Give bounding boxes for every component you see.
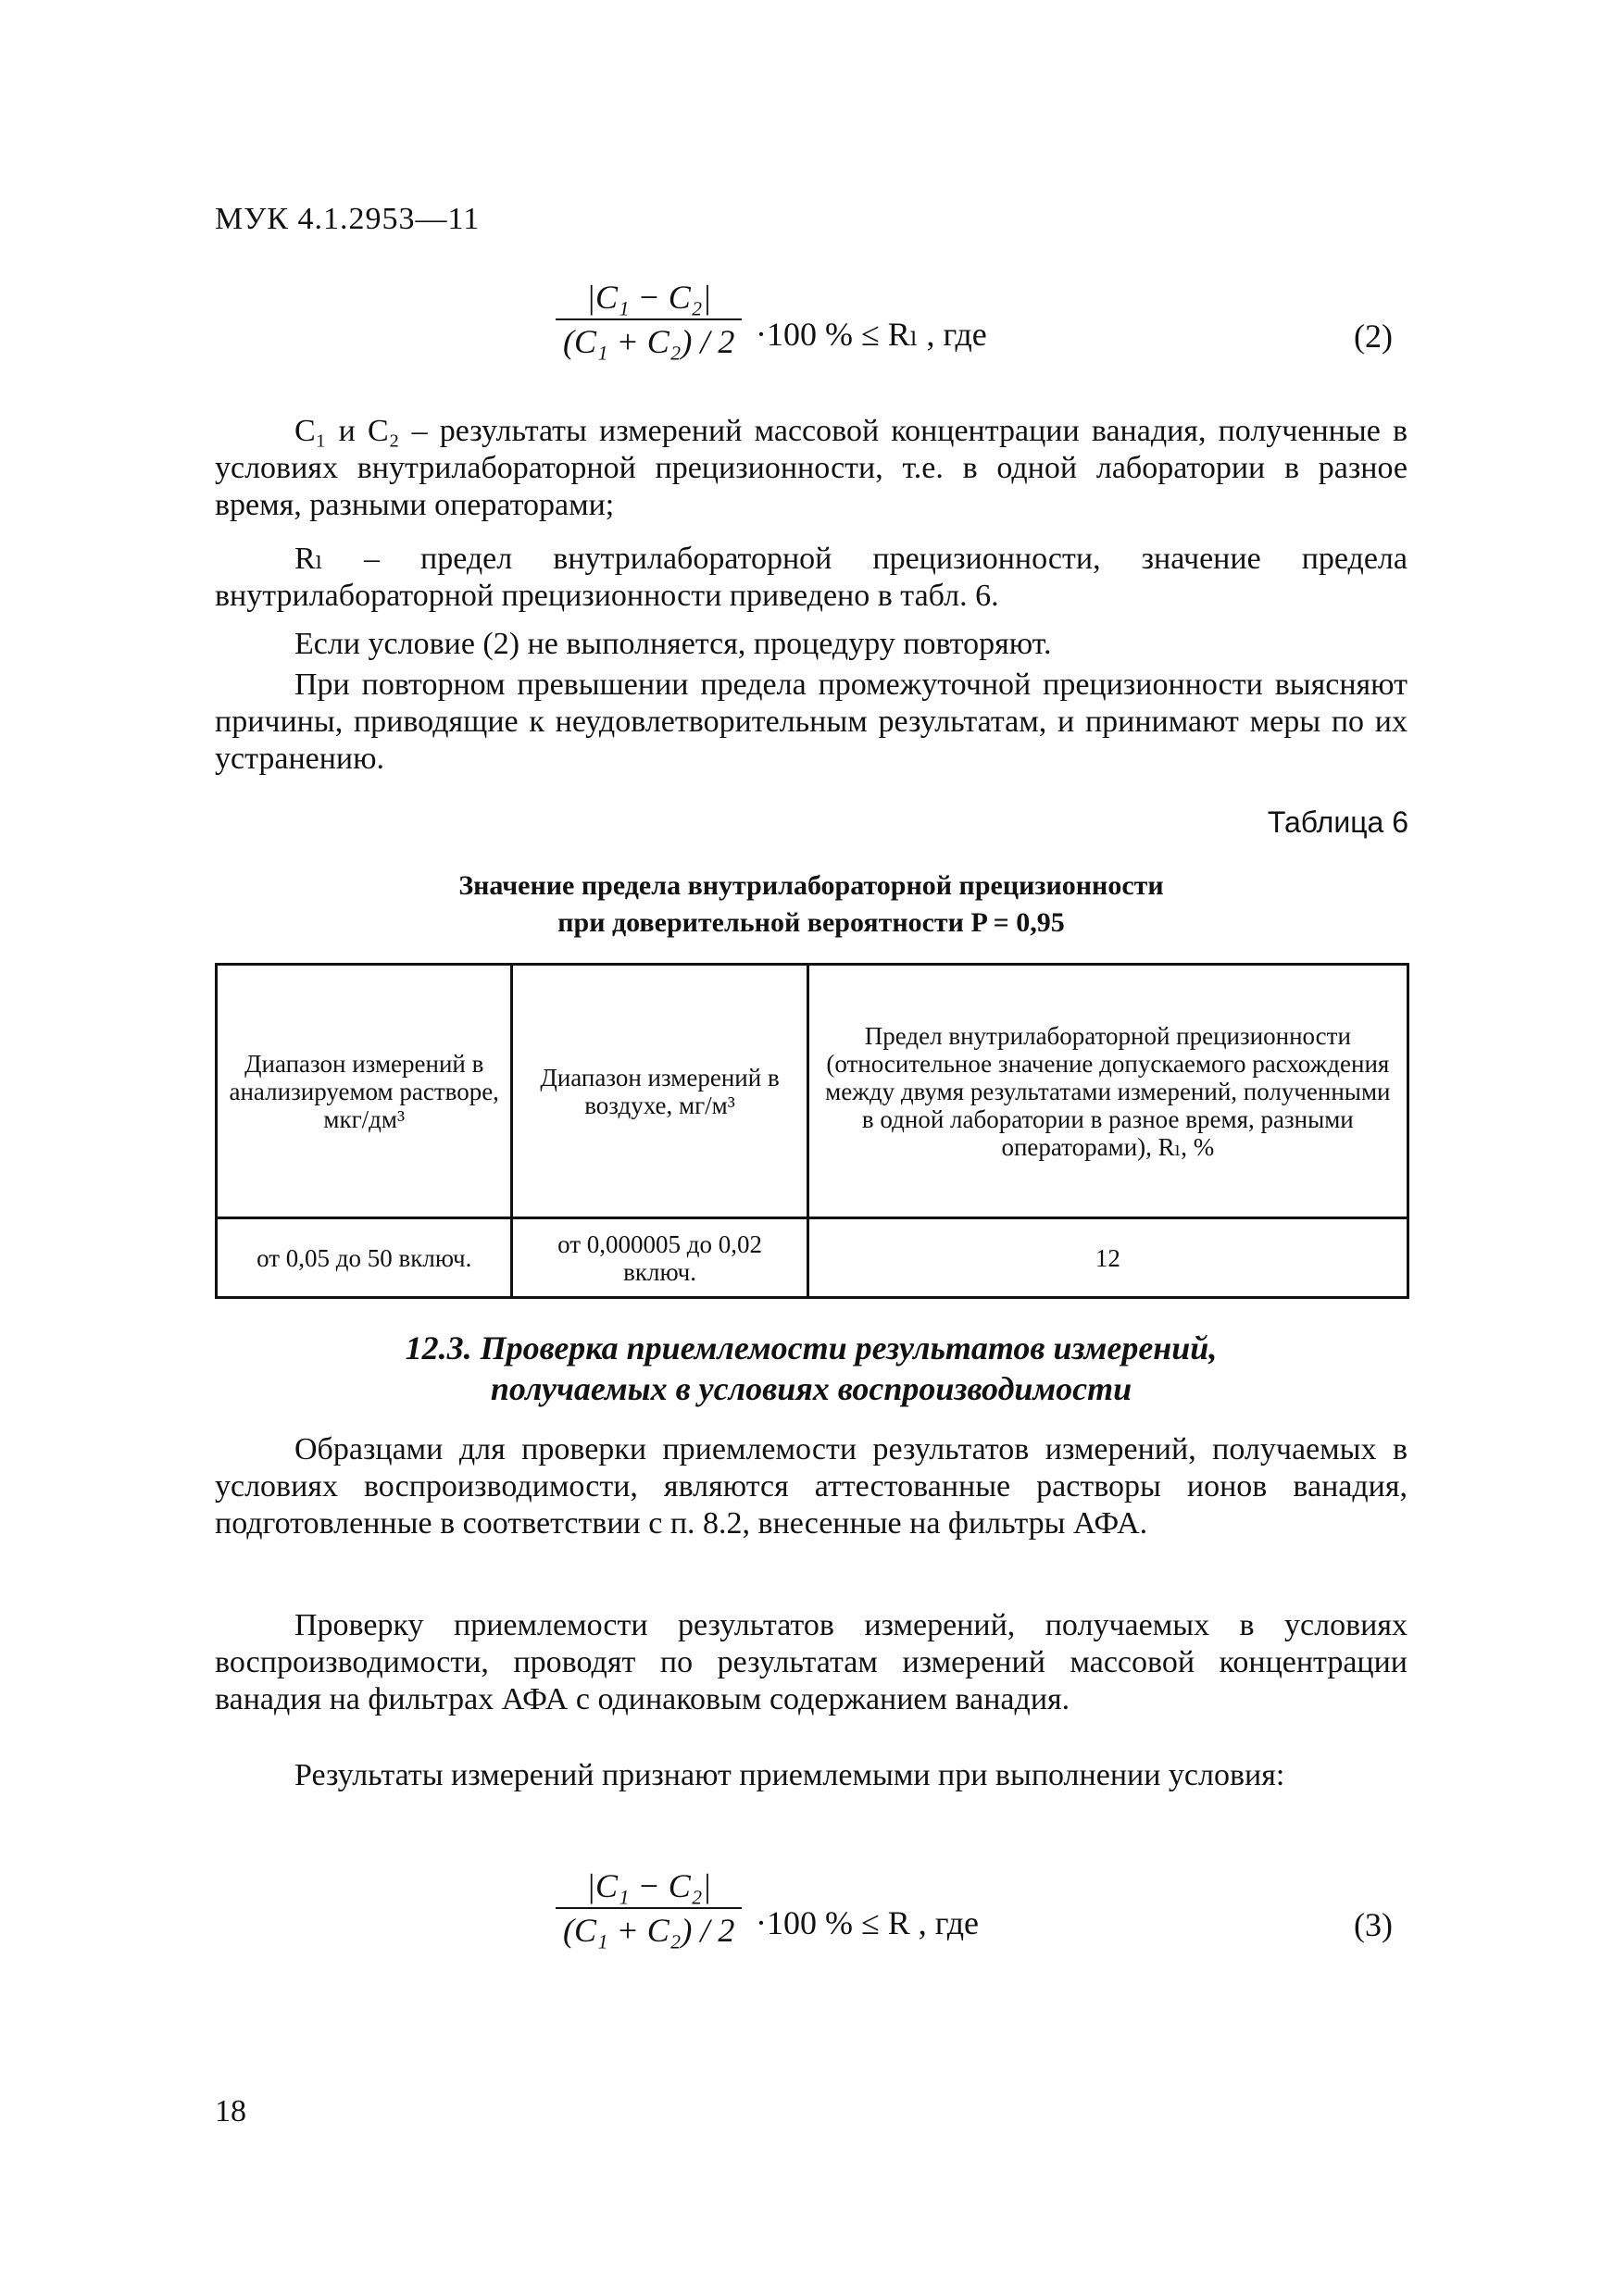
table-header-row	[217, 965, 1408, 1218]
paragraph-rl-definition: Rₗ – предел внутрилабораторной прецизионности, значение предела внутрилабораторной прецизионности приведено в табл. 6.	[215, 542, 1408, 613]
table-cell: 12	[807, 1218, 1408, 1298]
formula-3-numerator: |C₁ − C₂|	[586, 1867, 712, 1904]
formula-3	[556, 1866, 1037, 1978]
formula-2	[556, 278, 1037, 389]
formula-2-denominator: (C₁ + C₂) / 2	[563, 323, 735, 360]
formula-3-tail: ·100 % ≤ R , где	[756, 1904, 980, 1941]
table-cell: от 0,000005 до 0,02 включ.	[512, 1218, 807, 1298]
table-header-cell: Диапазон измерений в воздухе, мг/м³	[512, 965, 807, 1218]
section-title-line2: получаемых в условиях воспроизводимости	[490, 1370, 1132, 1407]
formula-2-fraction	[556, 278, 742, 361]
table-title-line2: при доверительной вероятности P = 0,95	[557, 907, 1065, 938]
formula-3-number: (3)	[1354, 1906, 1393, 1943]
formula-2-tail: ·100 % ≤ Rₗ , где	[756, 316, 987, 353]
formula-2-numerator: |C₁ − C₂|	[586, 279, 712, 316]
formula-2-number: (2)	[1354, 318, 1393, 355]
paragraph-c1-c2-definition: C₁ и C₂ – результаты измерений массовой концентрации ванадия, полученные в условиях внутрилабораторной прецизионности, т.е. в одной лаборатории в разное время, разными операторами;	[215, 414, 1408, 522]
paragraph-samples: Образцами для проверки приемлемости результатов измерений, получаемых в условиях воспроизводимости, являются аттестованные растворы ионов ванадия, подготовленные в соответствии с п. 8.2, внесенные на фильтры АФА.	[215, 1432, 1408, 1541]
page-number: 18	[215, 2094, 246, 2128]
table-header-cell: Диапазон измерений в анализируемом растворе, мкг/дм³	[217, 965, 512, 1218]
precision-table	[215, 963, 1409, 1299]
formula-3-fraction	[556, 1866, 742, 1950]
formula-3-denominator: (C₁ + C₂) / 2	[563, 1912, 735, 1949]
table-cell: от 0,05 до 50 включ.	[217, 1218, 512, 1298]
section-title-line1: 12.3. Проверка приемлемости результатов измерений,	[405, 1329, 1218, 1366]
table-row	[217, 1218, 1408, 1298]
table-header-cell: Предел внутрилабораторной прецизионности (относительное значение допускаемого расхождения между двумя результатами измерений, полученными в одной лаборатории в разное время, разными операторами), Rₗ, %	[807, 965, 1408, 1218]
table-label: Таблица 6	[1267, 805, 1408, 839]
document-header: МУК 4.1.2953—11	[215, 202, 481, 236]
paragraph-condition-not-met: Если условие (2) не выполняется, процедуру повторяют.	[294, 627, 1052, 661]
paragraph-acceptance-condition: Результаты измерений признают приемлемыми при выполнении условия:	[294, 1758, 1285, 1792]
table-title-line1: Значение предела внутрилабораторной прецизионности	[458, 870, 1164, 901]
paragraph-check-procedure: Проверку приемлемости результатов измерений, получаемых в условиях воспроизводимости, проводят по результатам измерений массовой концентрации ванадия на фильтрах АФА с одинаковым содержанием ванадия.	[215, 1608, 1408, 1716]
fraction-bar	[556, 1907, 742, 1909]
fraction-bar	[556, 318, 742, 320]
paragraph-repeated-exceed: При повторном превышении предела промежуточной прецизионности выясняют причины, приводящие к неудовлетворительным результатам, и принимают меры по их устранению.	[215, 668, 1408, 776]
